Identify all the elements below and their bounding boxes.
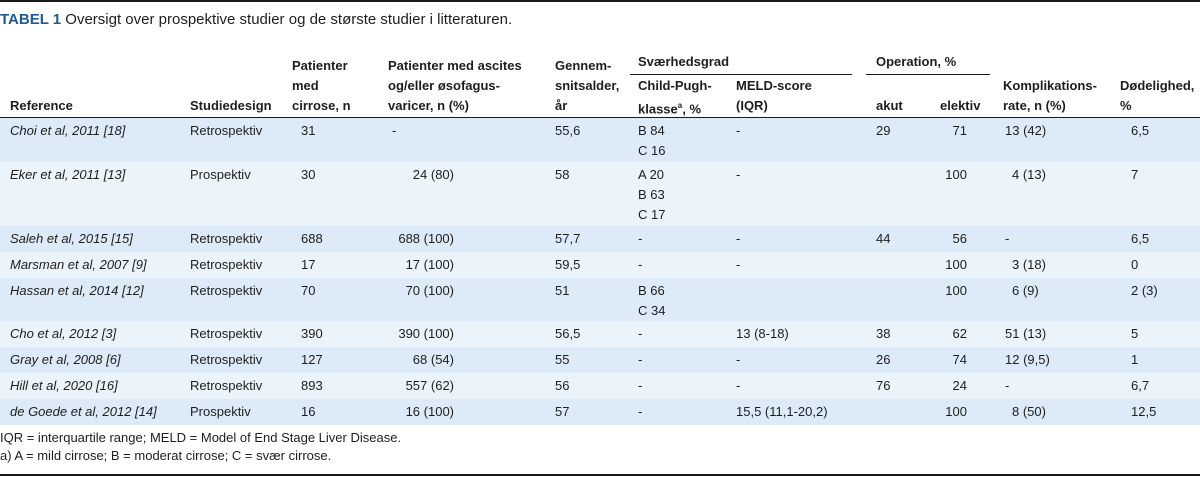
cell-complication: 8 (50): [1012, 404, 1046, 419]
cell-age: 56: [555, 378, 570, 393]
cell-ascites: 68 (54): [412, 352, 454, 367]
cell-ascites: 17 (100): [405, 257, 454, 272]
cell-age: 57,7: [555, 231, 581, 246]
col-header-reference: Reference: [10, 98, 73, 113]
cell-acute: 26: [876, 352, 891, 367]
cell-meld: -: [736, 352, 741, 367]
cell-patients: 16: [301, 404, 316, 419]
cell-design: Prospektiv: [190, 404, 251, 419]
cell-ascites: 24 (80): [412, 167, 454, 182]
cell-age: 55,6: [555, 123, 581, 138]
cell-design: Prospektiv: [190, 167, 251, 182]
cell-design: Retrospektiv: [190, 283, 263, 298]
cell-patients: 31: [301, 123, 316, 138]
caption-text: Oversigt over prospektive studier og de største studier i litteraturen.: [65, 11, 513, 28]
caption-label: TABEL 1: [0, 11, 62, 28]
cell-age: 57: [555, 404, 570, 419]
cell-age: 59,5: [555, 257, 581, 272]
col-header-child-pugh: Child-Pugh- klasse$^a$, %: [638, 78, 712, 117]
col-header-design: Studiedesign: [190, 98, 272, 113]
col-header-mortality: Dødelighed, %: [1120, 78, 1195, 113]
col-header-complication: Komplikations- rate, n (%): [1003, 78, 1097, 113]
group-line-operation: [866, 74, 990, 75]
cell-design: Retrospektiv: [190, 231, 263, 246]
cell-reference: Saleh et al, 2015 [15]: [10, 231, 133, 246]
cell-ascites: -: [392, 123, 397, 138]
cell-child-pugh: -: [638, 231, 643, 246]
cell-child-pugh: -: [638, 257, 643, 272]
cell-elective: 24: [952, 378, 967, 393]
col-header-elective: elektiv: [940, 98, 981, 113]
table-bottom-rule: [0, 474, 1200, 476]
col-header-acute: akut: [876, 98, 903, 113]
cell-ascites: 16 (100): [405, 404, 454, 419]
cell-elective: 100: [945, 167, 967, 182]
cell-age: 56,5: [555, 326, 581, 341]
cell-meld: -: [736, 378, 741, 393]
col-header-ascites: Patienter med ascites og/eller øsofagus- varicer, n (%): [388, 58, 522, 113]
cell-mortality: 6,7: [1131, 378, 1150, 393]
group-header-operation: Operation, %: [876, 54, 957, 69]
cell-reference: Cho et al, 2012 [3]: [10, 326, 117, 341]
cell-complication: 13 (42): [1005, 123, 1047, 138]
cell-elective: 71: [952, 123, 967, 138]
cell-ascites: 557 (62): [405, 378, 454, 393]
cell-child-pugh: -: [638, 378, 643, 393]
cell-child-pugh: -: [638, 352, 643, 367]
cell-design: Retrospektiv: [190, 378, 263, 393]
cell-patients: 17: [301, 257, 316, 272]
cell-mortality: 1: [1131, 352, 1139, 367]
cell-ascites: 688 (100): [398, 231, 454, 246]
cell-mortality: 0: [1131, 257, 1139, 272]
cell-ascites: 70 (100): [405, 283, 454, 298]
cell-mortality: 7: [1131, 167, 1139, 182]
cell-patients: 893: [301, 378, 323, 393]
cell-complication: -: [1005, 378, 1010, 393]
cell-patients: 70: [301, 283, 316, 298]
group-header-severity: Sværhedsgrad: [638, 54, 730, 69]
cell-meld: -: [736, 257, 741, 272]
cell-mortality: 6,5: [1131, 123, 1150, 138]
cell-acute: 76: [876, 378, 891, 393]
cell-design: Retrospektiv: [190, 326, 263, 341]
cell-patients: 127: [301, 352, 323, 367]
cell-acute: 38: [876, 326, 891, 341]
cell-mortality: 6,5: [1131, 231, 1150, 246]
cell-reference: Eker et al, 2011 [13]: [10, 167, 126, 182]
cell-patients: 688: [301, 231, 323, 246]
table-top-rule: [0, 0, 1200, 2]
cell-reference: Marsman et al, 2007 [9]: [10, 257, 147, 272]
cell-complication: 6 (9): [1012, 283, 1039, 298]
footnote-a: a) A = mild cirrose; B = moderat cirrose; C = svær cirrose.: [0, 448, 332, 463]
cell-ascites: 390 (100): [398, 326, 454, 341]
cell-child-pugh: -: [638, 326, 643, 341]
cell-child-pugh: B 66 C 34: [638, 283, 666, 318]
cell-elective: 74: [952, 352, 967, 367]
cell-child-pugh: B 84 C 16: [638, 123, 666, 158]
table-row: [0, 321, 1200, 347]
cell-elective: 62: [952, 326, 967, 341]
cell-mortality: 12,5: [1131, 404, 1157, 419]
table-caption: [0, 11, 512, 28]
group-line-severity: [630, 74, 852, 75]
cell-reference: Hassan et al, 2014 [12]: [10, 283, 144, 298]
cell-design: Retrospektiv: [190, 123, 263, 138]
cell-age: 51: [555, 283, 570, 298]
cell-complication: 12 (9,5): [1005, 352, 1050, 367]
cell-complication: 51 (13): [1005, 326, 1047, 341]
table-row: [0, 278, 1200, 321]
cell-complication: -: [1005, 231, 1010, 246]
cell-design: Retrospektiv: [190, 257, 263, 272]
cell-elective: 56: [952, 231, 967, 246]
cell-elective: 100: [945, 404, 967, 419]
cell-elective: 100: [945, 283, 967, 298]
cell-design: Retrospektiv: [190, 352, 263, 367]
cell-complication: 4 (13): [1012, 167, 1046, 182]
table-row: [0, 226, 1200, 252]
table-row: [0, 252, 1200, 278]
cell-complication: 3 (18): [1012, 257, 1046, 272]
cell-meld: 13 (8-18): [736, 326, 789, 341]
cell-patients: 30: [301, 167, 316, 182]
cell-reference: Choi et al, 2011 [18]: [10, 123, 126, 138]
footnote-marker-a: a: [677, 101, 683, 110]
cell-mortality: 2 (3): [1131, 283, 1158, 298]
table-row: [0, 347, 1200, 373]
cell-age: 55: [555, 352, 570, 367]
cell-elective: 100: [945, 257, 967, 272]
footnote-abbreviations: IQR = interquartile range; MELD = Model of End Stage Liver Disease.: [0, 430, 402, 445]
cell-reference: de Goede et al, 2012 [14]: [10, 404, 157, 419]
cell-meld: 15,5 (11,1-20,2): [736, 404, 828, 419]
table-row: [0, 399, 1200, 425]
col-header-meld: MELD-score (IQR): [736, 78, 812, 113]
cell-mortality: 5: [1131, 326, 1139, 341]
cell-reference: Gray et al, 2008 [6]: [10, 352, 121, 367]
cell-meld: -: [736, 167, 741, 182]
cell-acute: 29: [876, 123, 891, 138]
cell-child-pugh: -: [638, 404, 643, 419]
cell-patients: 390: [301, 326, 323, 341]
cell-meld: -: [736, 123, 741, 138]
col-header-age: Gennem- snitsalder, år: [555, 58, 620, 113]
table-row: [0, 162, 1200, 226]
cell-reference: Hill et al, 2020 [16]: [10, 378, 118, 393]
cell-acute: 44: [876, 231, 891, 246]
table-row: [0, 118, 1200, 162]
cell-meld: -: [736, 231, 741, 246]
table-row: [0, 373, 1200, 399]
cell-age: 58: [555, 167, 570, 182]
cell-child-pugh: A 20 B 63 C 17: [638, 167, 666, 222]
col-header-patients: Patienter med cirrose, n: [292, 58, 351, 113]
